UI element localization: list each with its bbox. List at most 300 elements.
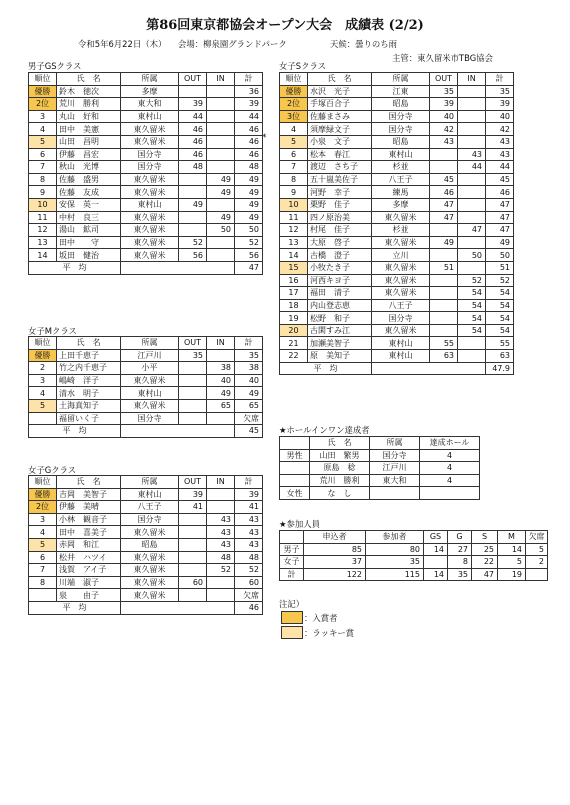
name-cell: 佐藤まさみ (308, 110, 372, 123)
in-cell (458, 186, 486, 199)
name-cell: 山田 昌明 (57, 135, 121, 148)
table-row (280, 135, 514, 148)
total-cell: 35 (486, 85, 514, 98)
table-row (29, 412, 263, 425)
out-cell: 47 (430, 211, 458, 224)
in-cell (458, 211, 486, 224)
table-row (29, 538, 263, 551)
name-cell: 丸山 好和 (57, 110, 121, 123)
club-cell: 東村山 (372, 148, 430, 161)
club-cell: 東久留米 (121, 399, 179, 412)
name-cell: 大原 啓子 (308, 236, 372, 249)
header-row (280, 531, 548, 544)
total-cell: 52 (235, 564, 263, 577)
note-star: * (262, 133, 267, 143)
in-cell: 54 (458, 299, 486, 312)
club-cell: 江東 (372, 85, 430, 98)
in-cell (207, 589, 235, 602)
table-row (29, 564, 263, 577)
name-cell: 四ノ原治美 (308, 211, 372, 224)
rank-cell: 8 (29, 173, 57, 186)
club-cell: 東久留米 (372, 287, 430, 300)
total-cell: 47 (486, 198, 514, 211)
total-cell: 36 (235, 85, 263, 98)
name-cell: 内山登志恵 (308, 299, 372, 312)
header-blank (280, 531, 304, 544)
hole-cell: 4 (420, 474, 480, 487)
women-m-label: 女子Mクラス (28, 326, 77, 336)
weather: 天候：曇りのち雨 (330, 39, 397, 49)
legend-luck-text: ：ラッキー賞 (304, 628, 355, 638)
club-cell: 東大和 (370, 474, 420, 487)
club-cell: 小平 (121, 362, 179, 375)
table-row (29, 526, 263, 539)
name-cell: 荒川 勝利 (310, 474, 370, 487)
in-cell: 50 (458, 249, 486, 262)
rank-cell: 8 (29, 576, 57, 589)
table-row (280, 123, 514, 136)
name-cell: 田中 守 (57, 236, 121, 249)
out-cell (179, 224, 207, 237)
out-cell (179, 399, 207, 412)
out-cell: 49 (430, 236, 458, 249)
header-g: G (448, 531, 472, 544)
club-cell: 練馬 (372, 186, 430, 199)
total-cell: 52 (235, 236, 263, 249)
apply-cell: 37 (304, 556, 366, 569)
club-cell: 東村山 (372, 337, 430, 350)
rank-cell: 7 (29, 161, 57, 174)
rank-cell: 5 (29, 538, 57, 551)
club-cell: 杉並 (372, 224, 430, 237)
in-cell (458, 135, 486, 148)
club-cell: 国分寺 (121, 412, 179, 425)
header-rank: 順位 (29, 476, 57, 489)
table-row (280, 543, 548, 556)
legend-luck-swatch (281, 626, 303, 639)
name-cell: 鈴木 徳次 (57, 85, 121, 98)
in-cell: 44 (458, 161, 486, 174)
total-cell: 46 (235, 123, 263, 136)
total-cell: 54 (486, 287, 514, 300)
header-club: 所属 (372, 73, 430, 86)
in-cell (207, 123, 235, 136)
name-cell: 伊藤 美晴 (57, 501, 121, 514)
total-cell: 49 (486, 236, 514, 249)
club-cell: 東久留米 (121, 551, 179, 564)
host: 主管：東久留米市TBG協会 (392, 53, 493, 63)
rank-cell: 12 (29, 224, 57, 237)
hole-cell (420, 487, 480, 500)
rank-cell: 6 (29, 148, 57, 161)
header-name: 氏 名 (310, 437, 370, 450)
name-cell: 赤岡 和江 (57, 538, 121, 551)
out-cell: 40 (430, 110, 458, 123)
name-cell: 佐藤 盛男 (57, 173, 121, 186)
name-cell: 松本 春江 (308, 148, 372, 161)
rank-cell: 14 (29, 249, 57, 262)
rank-cell: 5 (29, 399, 57, 412)
total-cell: 43 (486, 135, 514, 148)
out-cell: 48 (179, 161, 207, 174)
total-cell: 44 (235, 110, 263, 123)
legend-win-text: ：入賞者 (304, 613, 338, 623)
total-cell: 41 (235, 501, 263, 514)
g-cell: 27 (448, 543, 472, 556)
date: 令和5年6月22日（木） (78, 39, 167, 49)
rank-cell: 11 (29, 211, 57, 224)
total-cell: 49 (235, 387, 263, 400)
hole-cell: 4 (420, 462, 480, 475)
out-cell (179, 513, 207, 526)
out-cell (179, 362, 207, 375)
club-cell: 東村山 (372, 350, 430, 363)
total-cell: 47 (486, 211, 514, 224)
rank-cell: 21 (280, 337, 308, 350)
total-cell: 欠席 (235, 589, 263, 602)
table-row (29, 123, 263, 136)
out-cell (430, 161, 458, 174)
header-out: OUT (179, 476, 207, 489)
in-cell (458, 123, 486, 136)
rank-cell: 13 (280, 236, 308, 249)
table-row (29, 387, 263, 400)
header-row (29, 476, 263, 489)
total-cell: 63 (486, 350, 514, 363)
club-cell: 東久留米 (121, 123, 179, 136)
rank-cell: 2位 (29, 98, 57, 111)
in-cell (458, 261, 486, 274)
name-cell: 小泉 文子 (308, 135, 372, 148)
in-cell (458, 337, 486, 350)
total-cell: 49 (235, 186, 263, 199)
rank-cell: 16 (280, 274, 308, 287)
legend-win-swatch (281, 611, 303, 624)
club-cell: 杉並 (372, 161, 430, 174)
club-cell: 東久留米 (372, 236, 430, 249)
total-cell: 43 (235, 513, 263, 526)
club-cell: 国分寺 (121, 161, 179, 174)
category-cell: 女子 (280, 556, 304, 569)
club-cell: 多摩 (121, 85, 179, 98)
table-row (29, 85, 263, 98)
club-cell: 東久留米 (372, 324, 430, 337)
out-cell: 52 (179, 236, 207, 249)
rank-cell: 20 (280, 324, 308, 337)
in-cell (207, 135, 235, 148)
in-cell: 54 (458, 324, 486, 337)
name-cell: 村尾 佳子 (308, 224, 372, 237)
in-cell: 38 (207, 362, 235, 375)
in-cell (207, 412, 235, 425)
table-row (29, 501, 263, 514)
name-cell: 清水 明子 (57, 387, 121, 400)
s-cell: 47 (472, 568, 498, 581)
women-g-table (28, 475, 263, 615)
club-cell: 国分寺 (372, 110, 430, 123)
header-row (280, 437, 480, 450)
table-row (280, 287, 514, 300)
average-value: 46 (235, 601, 263, 614)
club-cell: 八王子 (121, 501, 179, 514)
sex-cell: 女性 (280, 487, 310, 500)
name-cell: 須摩緑文子 (308, 123, 372, 136)
in-cell (458, 236, 486, 249)
rank-cell: 2 (29, 362, 57, 375)
name-cell: 田中 喜美子 (57, 526, 121, 539)
average-blank (121, 261, 235, 274)
average-row (280, 362, 514, 375)
club-cell: 昭島 (372, 135, 430, 148)
club-cell: 江戸川 (370, 462, 420, 475)
club-cell: 東久留米 (121, 236, 179, 249)
header-club: 所属 (121, 337, 179, 350)
gs-cell (424, 556, 448, 569)
in-cell: 40 (207, 374, 235, 387)
table-row (280, 186, 514, 199)
name-cell: 安保 英一 (57, 198, 121, 211)
out-cell: 35 (179, 349, 207, 362)
rank-cell: 7 (280, 161, 308, 174)
header-row (29, 73, 263, 86)
total-cell: 65 (235, 399, 263, 412)
out-cell: 41 (179, 501, 207, 514)
rank-cell: 14 (280, 249, 308, 262)
out-cell: 46 (430, 186, 458, 199)
table-row (29, 148, 263, 161)
in-cell: 43 (207, 513, 235, 526)
absent-cell: 2 (526, 556, 548, 569)
out-cell (430, 299, 458, 312)
club-cell: 昭島 (121, 538, 179, 551)
header-rank: 順位 (29, 73, 57, 86)
name-cell: 松野 和子 (308, 312, 372, 325)
in-cell (207, 161, 235, 174)
in-cell: 43 (458, 148, 486, 161)
page-title: 第86回東京都協会オープン大会 成績表 (2/2) (146, 18, 424, 33)
header-attend: 参加者 (366, 531, 424, 544)
in-cell: 52 (207, 564, 235, 577)
table-row (29, 198, 263, 211)
sex-cell: 男性 (280, 449, 310, 462)
name-cell: 手塚百合子 (308, 98, 372, 111)
average-label: 平 均 (29, 601, 121, 614)
name-cell: 小林 観音子 (57, 513, 121, 526)
club-cell: 国分寺 (370, 449, 420, 462)
rank-cell: 6 (29, 551, 57, 564)
total-cell: 46 (235, 148, 263, 161)
in-cell (458, 173, 486, 186)
out-cell (179, 186, 207, 199)
table-row (280, 85, 514, 98)
club-cell: 東久留米 (121, 135, 179, 148)
header-name: 氏 名 (308, 73, 372, 86)
table-row (280, 249, 514, 262)
club-cell: 国分寺 (121, 513, 179, 526)
table-row (29, 488, 263, 501)
average-row (29, 425, 263, 438)
rank-cell: 13 (29, 236, 57, 249)
average-label: 平 均 (280, 362, 372, 375)
header-in: IN (207, 73, 235, 86)
table-row (280, 161, 514, 174)
name-cell: 原 美知子 (308, 350, 372, 363)
rank-cell: 15 (280, 261, 308, 274)
total-cell: 52 (486, 274, 514, 287)
average-value: 47.9 (486, 362, 514, 375)
table-row (29, 399, 263, 412)
out-cell (179, 538, 207, 551)
out-cell: 56 (179, 249, 207, 262)
club-cell: 東久留米 (121, 589, 179, 602)
header-out: OUT (430, 73, 458, 86)
in-cell (207, 488, 235, 501)
out-cell (430, 148, 458, 161)
out-cell: 44 (179, 110, 207, 123)
out-cell: 46 (179, 123, 207, 136)
rank-cell: 10 (280, 198, 308, 211)
table-row (29, 236, 263, 249)
out-cell: 49 (179, 198, 207, 211)
out-cell: 39 (179, 98, 207, 111)
out-cell (179, 412, 207, 425)
hio-label: ★ホールインワン達成者 (279, 425, 370, 435)
name-cell: 五十嵐美佐子 (308, 173, 372, 186)
total-cell: 54 (486, 324, 514, 337)
name-cell: 秋山 光博 (57, 161, 121, 174)
rank-cell: 9 (29, 186, 57, 199)
total-cell: 39 (235, 488, 263, 501)
header-sex (280, 437, 310, 450)
in-cell (207, 148, 235, 161)
club-cell: 東久留米 (372, 261, 430, 274)
header-row (29, 337, 263, 350)
table-row (29, 224, 263, 237)
header-in: IN (458, 73, 486, 86)
table-row (280, 224, 514, 237)
m-cell: 5 (498, 556, 526, 569)
table-row (29, 513, 263, 526)
name-cell: 加瀬美智子 (308, 337, 372, 350)
rank-cell: 5 (29, 135, 57, 148)
average-value: 45 (235, 425, 263, 438)
average-row (29, 261, 263, 274)
table-row (280, 198, 514, 211)
table-row (29, 135, 263, 148)
s-cell: 22 (472, 556, 498, 569)
average-blank (372, 362, 486, 375)
header-club: 所属 (121, 73, 179, 86)
in-cell (458, 350, 486, 363)
rank-cell: 優勝 (280, 85, 308, 98)
in-cell (207, 349, 235, 362)
rank-cell: 優勝 (29, 349, 57, 362)
name-cell: 荒川 勝利 (57, 98, 121, 111)
total-cell: 60 (235, 576, 263, 589)
table-row (280, 261, 514, 274)
in-cell (207, 85, 235, 98)
table-row (280, 312, 514, 325)
header-rank: 順位 (280, 73, 308, 86)
club-cell: 東大和 (121, 98, 179, 111)
total-cell: 38 (235, 362, 263, 375)
name-cell: 渡辺 さち子 (308, 161, 372, 174)
table-row (29, 551, 263, 564)
category-cell: 計 (280, 568, 304, 581)
rank-cell: 3 (29, 513, 57, 526)
rank-cell: 6 (280, 148, 308, 161)
table-row (280, 556, 548, 569)
header-total: 計 (235, 337, 263, 350)
header-apply: 申込者 (304, 531, 366, 544)
average-blank (121, 601, 235, 614)
rank-cell: 2位 (280, 98, 308, 111)
in-cell (207, 198, 235, 211)
table-row (280, 299, 514, 312)
participants-label: ★参加人員 (279, 519, 321, 529)
name-cell: 竹之内千恵子 (57, 362, 121, 375)
header-name: 氏 名 (57, 73, 121, 86)
name-cell: 坂田 健治 (57, 249, 121, 262)
club-cell: 東久留米 (121, 374, 179, 387)
out-cell (179, 85, 207, 98)
rank-cell: 4 (29, 123, 57, 136)
table-row (280, 173, 514, 186)
out-cell: 43 (430, 135, 458, 148)
name-cell: 原島 稔 (310, 462, 370, 475)
total-cell: 50 (235, 224, 263, 237)
table-row (280, 449, 480, 462)
table-row (280, 236, 514, 249)
in-cell: 49 (207, 173, 235, 186)
s-cell: 25 (472, 543, 498, 556)
table-row (29, 589, 263, 602)
table-row (29, 98, 263, 111)
name-cell: 小牧たき子 (308, 261, 372, 274)
out-cell: 55 (430, 337, 458, 350)
women-m-table (28, 336, 263, 438)
out-cell (179, 387, 207, 400)
out-cell: 47 (430, 198, 458, 211)
in-cell: 54 (458, 287, 486, 300)
club-cell: 東村山 (121, 387, 179, 400)
table-row (280, 211, 514, 224)
out-cell: 46 (179, 135, 207, 148)
in-cell: 50 (207, 224, 235, 237)
rank-cell: 優勝 (29, 85, 57, 98)
out-cell (430, 274, 458, 287)
header-total: 計 (235, 476, 263, 489)
in-cell (207, 501, 235, 514)
table-row (280, 98, 514, 111)
total-cell: 39 (486, 98, 514, 111)
m-cell: 14 (498, 543, 526, 556)
average-label: 平 均 (29, 261, 121, 274)
name-cell: 浅賀 アイ子 (57, 564, 121, 577)
club-cell: 国分寺 (372, 123, 430, 136)
table-row (280, 462, 480, 475)
club-cell: 国分寺 (121, 148, 179, 161)
table-row (29, 186, 263, 199)
absent-cell: 5 (526, 543, 548, 556)
header-club: 所属 (121, 476, 179, 489)
table-row (280, 148, 514, 161)
total-cell: 47 (486, 224, 514, 237)
rank-cell: 8 (280, 173, 308, 186)
women-g-label: 女子Gクラス (28, 465, 77, 475)
name-cell: 上田千恵子 (57, 349, 121, 362)
rank-cell: 3位 (280, 110, 308, 123)
